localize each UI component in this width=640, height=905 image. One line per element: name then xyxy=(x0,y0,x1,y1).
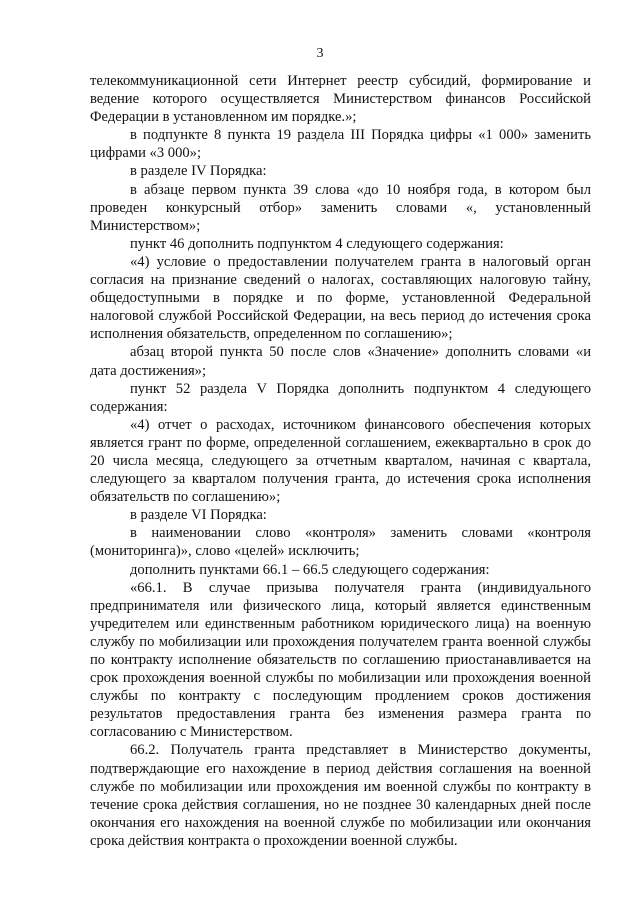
paragraph: в наименовании слово «контроля» заменить словами «контроля (мониторинга)», слово «целей» исключить; xyxy=(90,525,591,560)
paragraph: телекоммуникационной сети Интернет реестр субсидий, формирование и ведение которого осуществляется Министерством финансов Российской Федерации в установленном им порядке.»; xyxy=(90,73,591,126)
paragraph: в разделе IV Порядка: xyxy=(130,163,267,180)
paragraph: в подпункте 8 пункта 19 раздела III Порядка цифры «1 000» заменить цифрами «3 000»; xyxy=(90,127,591,162)
paragraph: абзац второй пункта 50 после слов «Значение» дополнить словами «и дата достижения»; xyxy=(90,344,591,379)
paragraph: «66.1. В случае призыва получателя гранта (индивидуального предпринимателя или физического лица, который является единственным учредителем или единственным работником юридического лица) на военную службу по мобилизации или прохождения получателем гранта военной службы по контракту исполнение обязательств по соглашению приостанавливается на срок прохождения военной службы по мобилизации или прохождения военной службы по контракту с последующим продлением сроков достижения результатов предоставления гранта без изменения размера гранта по согласованию с Министерством. xyxy=(90,579,591,741)
paragraph: «4) условие о предоставлении получателем гранта в налоговый орган согласия на признание сведений о налогах, составляющих налоговую тайну, общедоступными в порядке и по форме, установленной Федеральной налоговой службой Российской Федерации, на весь период до истечения срока исполнения обязательств, определенном по соглашению»; xyxy=(90,253,591,343)
paragraph: в абзаце первом пункта 39 слова «до 10 ноября года, в котором был проведен конкурсный отбор» заменить словами «, установленный Министерством»; xyxy=(90,181,591,234)
page-number: 3 xyxy=(316,46,324,61)
paragraph: пункт 52 раздела V Порядка дополнить подпунктом 4 следующего содержания: xyxy=(90,380,591,415)
paragraph: дополнить пунктами 66.1 – 66.5 следующего содержания: xyxy=(130,561,490,578)
paragraph: 66.2. Получатель гранта представляет в Министерство документы, подтверждающие его нахождение в период действия соглашения на военной службе по мобилизации или прохождения им военной службы по контракту в течение срока действия соглашения, но не позднее 30 календарных дней после окончания его нахождения на военной службе по мобилизации или окончания срока действия контракта о прохождении военной службы. xyxy=(90,742,591,849)
paragraph: в разделе VI Порядка: xyxy=(130,507,267,524)
paragraph: пункт 46 дополнить подпунктом 4 следующего содержания: xyxy=(130,235,504,252)
paragraph: «4) отчет о расходах, источником финансового обеспечения которых является грант по форме, определенной соглашением, ежеквартально в срок до 20 числа месяца, следующего за отчетным кварталом, начиная с квартала, следующего за кварталом получения гранта, до истечения срока исполнения обязательств по соглашению»; xyxy=(90,416,591,506)
document-body xyxy=(90,72,591,850)
